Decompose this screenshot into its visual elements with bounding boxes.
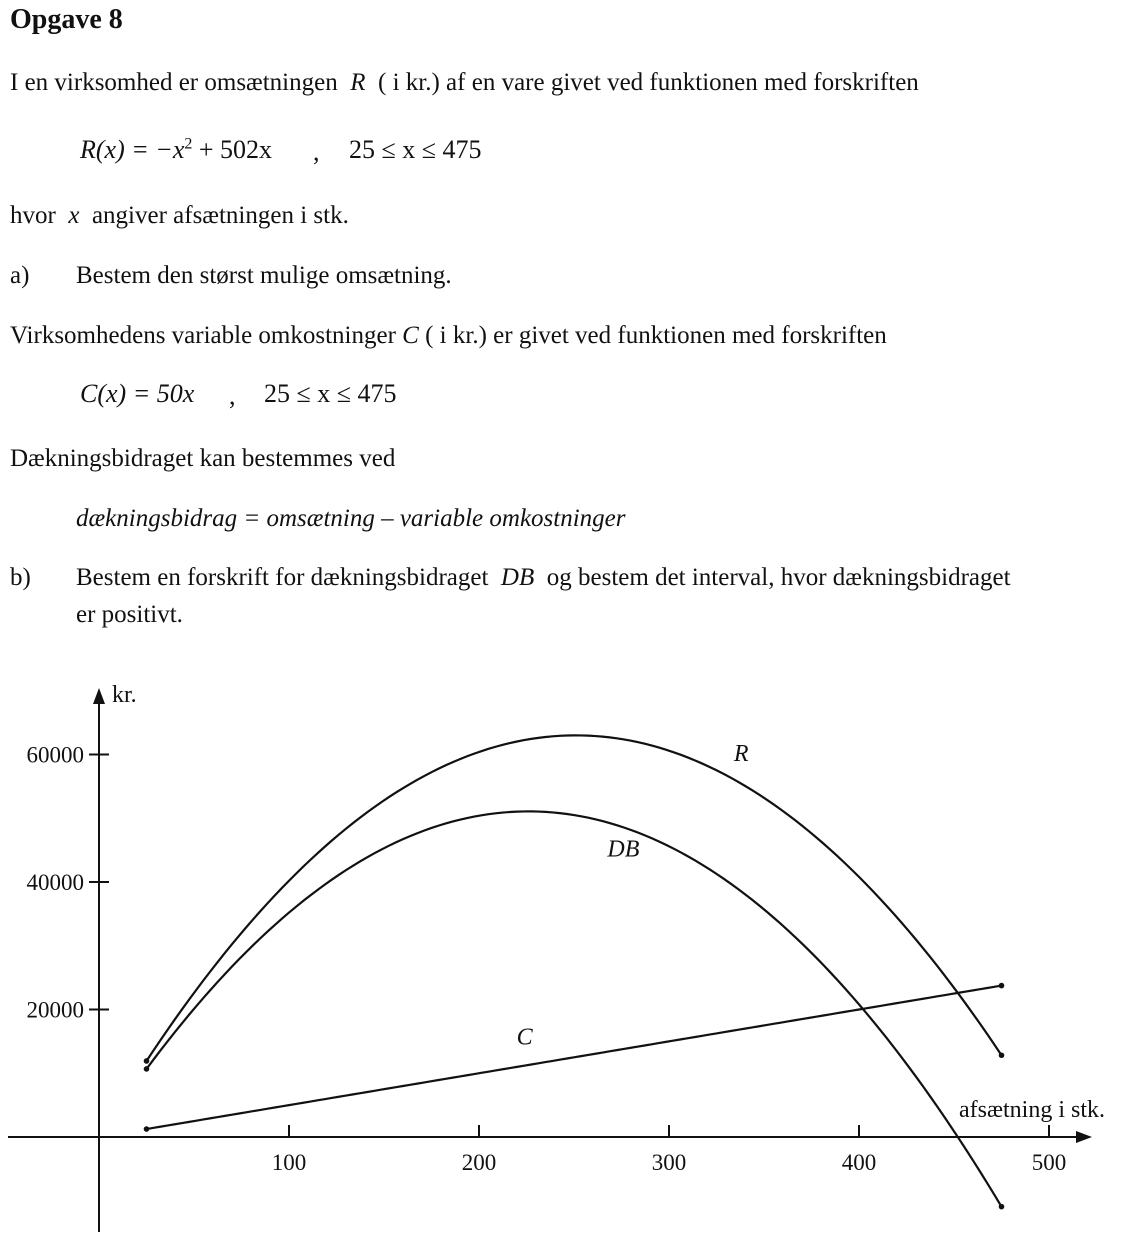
- question-b-var-DB: DB: [500, 564, 535, 591]
- formula-R-domain: 25 ≤ x ≤ 475: [349, 135, 482, 164]
- task-title: Opgave 8: [10, 4, 123, 35]
- series-c-end-point: [999, 983, 1005, 989]
- question-b-line2: er positivt.: [76, 601, 183, 628]
- intro-text-end: ( i kr.) af en vare givet ved funktionen med forskriften: [378, 69, 919, 96]
- series-db-label: DB: [607, 836, 640, 863]
- cost-intro-end: ( i kr.) er givet ved funktionen med forskriften: [425, 322, 887, 349]
- formula-R-rhs: + 502x: [198, 135, 273, 164]
- series-r-end-point: [999, 1052, 1005, 1058]
- x-tick-label-200: 200: [461, 1150, 497, 1175]
- formula-cost: C(x) = 50x: [80, 379, 195, 408]
- x-tick-label-500: 500: [1031, 1150, 1067, 1175]
- question-b-label: b): [10, 564, 31, 591]
- question-a-label: a): [10, 262, 30, 289]
- series-db-start-point: [144, 1066, 150, 1072]
- x-tick-label-400: 400: [841, 1150, 877, 1175]
- hvor-var-x: x: [68, 202, 80, 229]
- x-tick-label-100: 100: [271, 1150, 307, 1175]
- intro-text-start: I en virksomhed er omsætningen: [10, 69, 338, 96]
- series-r-curve: [147, 735, 1002, 1061]
- x-tick-label-300: 300: [651, 1150, 687, 1175]
- y-tick-label-40000: 40000: [26, 870, 84, 895]
- formula-R-comma: ,: [313, 137, 320, 166]
- x-axis-label: afsætning i stk.: [959, 1097, 1106, 1123]
- formula-R-lhs: R(x) = −x: [80, 135, 185, 164]
- y-tick-label-60000: 60000: [26, 742, 84, 768]
- question-a-text: Bestem den størst mulige omsætning.: [76, 262, 452, 289]
- hvor-text: hvor: [10, 202, 56, 229]
- hvor-text-end: angiver afsætningen i stk.: [91, 202, 349, 229]
- db-word-formula: dækningsbidrag = omsætning – variable omkostninger: [76, 505, 626, 532]
- formula-C-comma: ,: [229, 381, 236, 410]
- cost-intro-start: Virksomhedens variable omkostninger: [10, 322, 396, 349]
- cost-intro-var-C: C: [402, 322, 419, 349]
- intro-var-R: R: [350, 69, 366, 96]
- y-axis-label: kr.: [112, 682, 137, 708]
- question-b-text-start: Bestem en forskrift for dækningsbidraget: [76, 564, 489, 591]
- formula-R-exponent: 2: [184, 135, 193, 153]
- x-axis-arrow: [1076, 1131, 1092, 1143]
- y-tick-label-20000: 20000: [26, 997, 84, 1023]
- series-c-start-point: [144, 1126, 150, 1132]
- series-c-label: C: [516, 1024, 533, 1051]
- series-db-curve: [147, 811, 1002, 1206]
- question-b-text-end: og bestem det interval, hvor dækningsbidraget: [546, 564, 1011, 591]
- db-intro: Dækningsbidraget kan bestemmes ved: [10, 445, 396, 472]
- formula-C-domain: 25 ≤ x ≤ 475: [264, 379, 397, 408]
- series-r-label: R: [733, 740, 749, 767]
- y-axis-arrow: [93, 688, 105, 704]
- series-db-end-point: [999, 1204, 1005, 1210]
- series-r-start-point: [144, 1058, 150, 1064]
- series-c-curve: [147, 986, 1002, 1129]
